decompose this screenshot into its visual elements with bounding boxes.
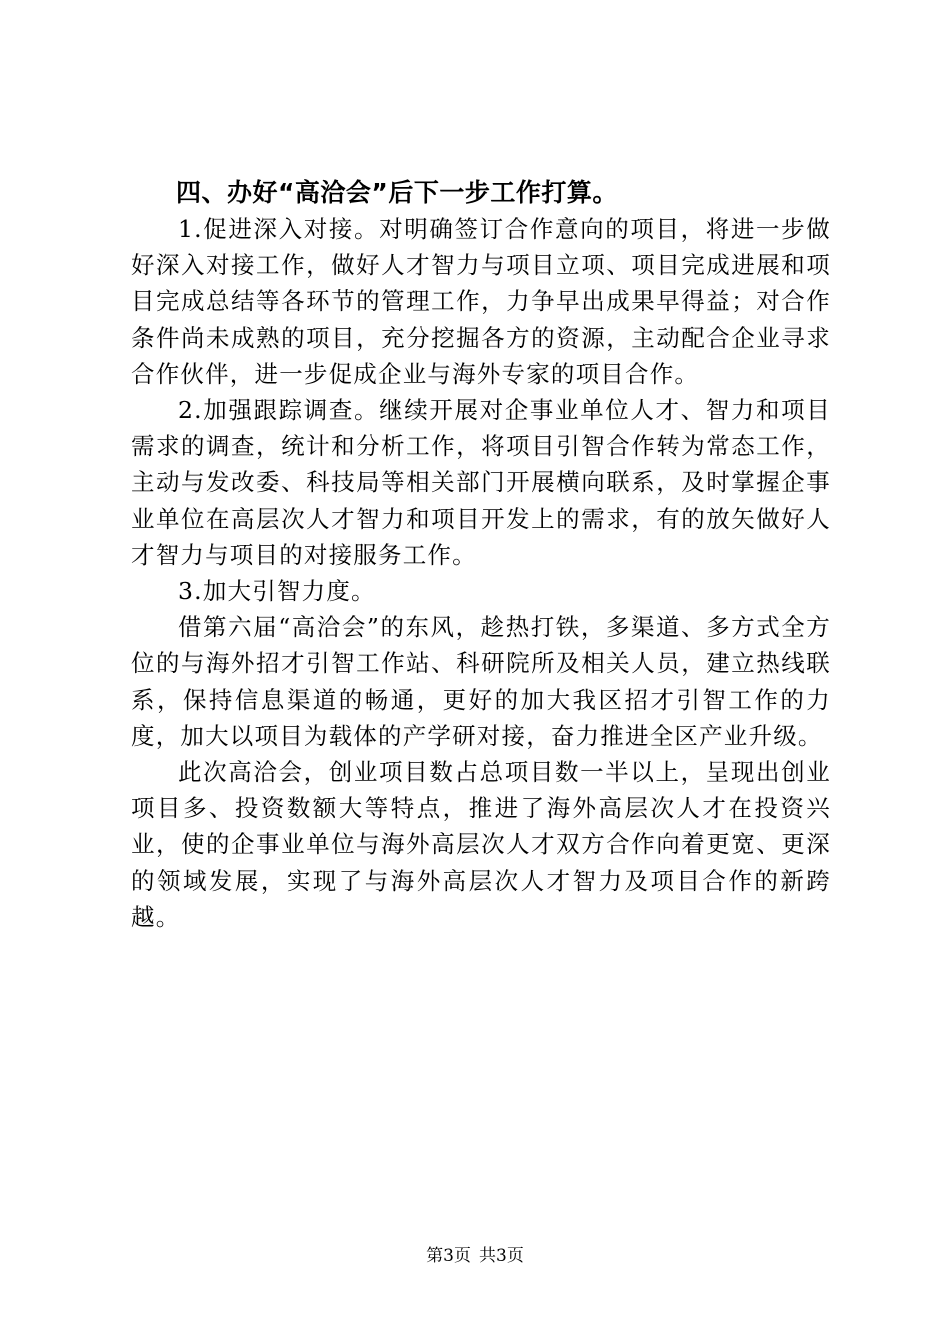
document-body bbox=[131, 175, 831, 935]
paragraph-intensify-talent: 3.加大引智力度。 bbox=[178, 577, 376, 606]
page-footer bbox=[0, 1244, 950, 1268]
paragraph-sixth-fair: 借第六届“高洽会”的东风，趁热打铁，多渠道、多方式全方位的与海外招才引智工作站、科研院所及相关人员，建立热线联系，保持信息渠道的畅通，更好的加大我区招才引智工作的力度，加大以项目为载体的产学研对接，奋力推进全区产业升级。 bbox=[131, 613, 831, 750]
paragraph-deepen-docking: 1.促进深入对接。对明确签订合作意向的项目，将进一步做好深入对接工作，做好人才智力与项目立项、项目完成进展和项目完成总结等各环节的管理工作，力争早出成果早得益；对合作条件尚未成熟的项目，充分挖掘各方的资源，主动配合企业寻求合作伙伴，进一步促成企业与海外专家的项目合作。 bbox=[131, 215, 831, 388]
section-heading: 四、办好“高洽会”后下一步工作打算。 bbox=[176, 178, 618, 207]
paragraph-tracking-survey: 2.加强跟踪调查。继续开展对企事业单位人才、智力和项目需求的调查，统计和分析工作，将项目引智合作转为常态工作，主动与发改委、科技局等相关部门开展横向联系，及时掌握企事业单位在高层次人才智力和项目开发上的需求，有的放矢做好人才智力与项目的对接服务工作。 bbox=[131, 396, 831, 569]
paragraph-fair-summary: 此次高洽会，创业项目数占总项目数一半以上，呈现出创业项目多、投资数额大等特点，推进了海外高层次人才在投资兴业，使的企事业单位与海外高层次人才双方合作向着更宽、更深的领域发展，实现了与海外高层次人才智力及项目合作的新跨越。 bbox=[131, 758, 831, 931]
page-total: 共3页 bbox=[479, 1246, 524, 1266]
page-number: 第3页 bbox=[426, 1246, 471, 1266]
